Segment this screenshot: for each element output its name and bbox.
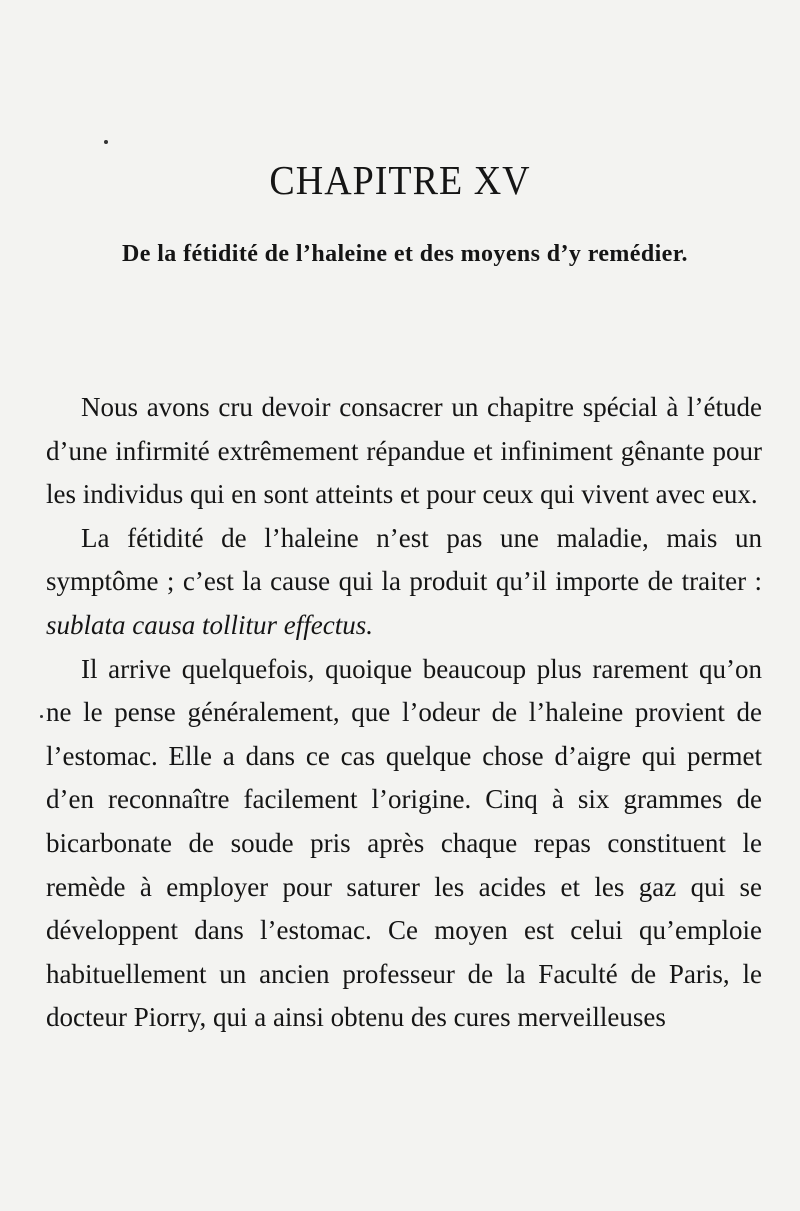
print-speck xyxy=(40,715,43,718)
latin-quote: sublata causa tollitur effectus. xyxy=(46,609,373,640)
body-text xyxy=(46,386,762,1040)
paragraph xyxy=(46,386,762,517)
chapter-title: CHAPITRE XV xyxy=(269,158,531,205)
chapter-subtitle: De la fétidité de l’haleine et des moyens d’y remédier. xyxy=(122,241,688,267)
print-speck xyxy=(104,140,108,144)
paragraph-text: La fétidité de l’haleine n’est pas une maladie, mais un symptôme ; c’est la cause qui la produit qu’il importe de traiter : xyxy=(46,522,762,597)
paragraph-text: Il arrive quelquefois, quoique beaucoup plus rarement qu’on ne le pense généralement, que l’odeur de l’haleine provient de l’estomac. Elle a dans ce cas quelque chose d’aigre qui permet d’en reconnaître facilement l’origine. Cinq à six grammes de bicarbonate de soude pris après chaque repas constituent le remède à employer pour saturer les acides et les gaz qui se développent dans l’estomac. Ce moyen est celui qu’emploie habituellement un ancien professeur de la Faculté de Paris, le docteur Piorry, qui a ainsi obtenu des cures merveilleuses xyxy=(46,653,762,1033)
paragraph xyxy=(46,517,762,648)
paragraph xyxy=(46,648,762,1040)
paragraph-text: Nous avons cru devoir consacrer un chapitre spécial à l’étude d’une infirmité extrêmement répandue et infiniment gênante pour les individus qui en sont atteints et pour ceux qui vivent avec eux. xyxy=(46,392,762,510)
